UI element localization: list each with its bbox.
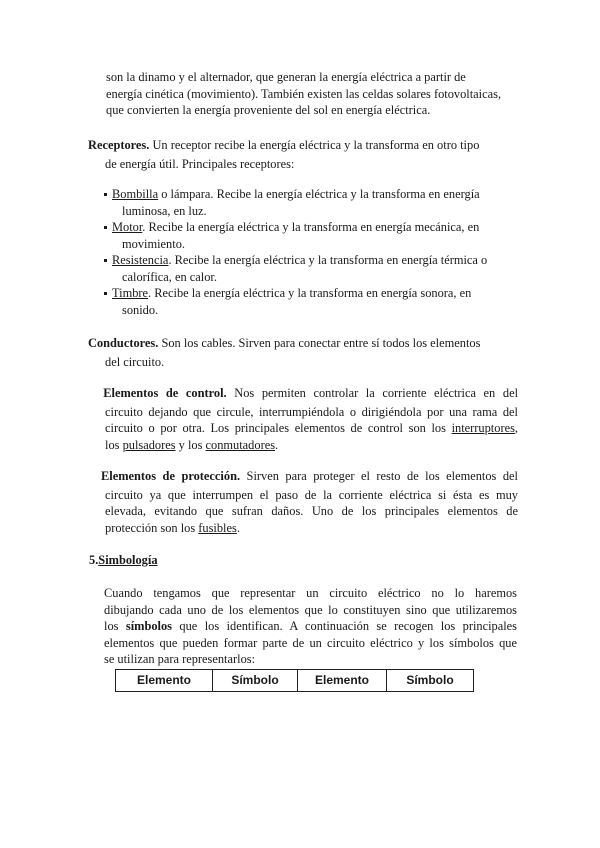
control-text-1: Nos permiten controlar la corriente eléctrica en del bbox=[226, 386, 519, 400]
proteccion-line-2: circuito ya que interrumpen el paso de la corriente eléctrica si ésta es muy bbox=[105, 487, 518, 502]
item-text: . Recibe la energía eléctrica y la transforma en energía mecánica, en bbox=[142, 220, 480, 234]
conductores-line-1 bbox=[88, 335, 528, 354]
list-item bbox=[104, 252, 524, 285]
table-header-cell: Símbolo bbox=[213, 670, 298, 692]
list-item bbox=[104, 219, 524, 252]
term-motor: Motor bbox=[112, 220, 143, 234]
simbologia-bold-term: símbolos bbox=[125, 619, 173, 633]
control-comma: , bbox=[514, 421, 518, 435]
control-heading: Elementos de control. bbox=[103, 386, 227, 400]
intro-paragraph bbox=[106, 69, 526, 119]
proteccion-line-4 bbox=[105, 520, 518, 537]
proteccion-period: . bbox=[236, 520, 240, 535]
term-timbre: Timbre bbox=[112, 286, 149, 300]
table-header-cell: Elemento bbox=[298, 670, 387, 692]
table-header-row bbox=[116, 670, 474, 692]
receptores-line-1 bbox=[88, 137, 528, 156]
simbologia-line-5: se utilizan para representarlos: bbox=[104, 652, 256, 666]
control-text-3: circuito o por otra. Los principales elementos de control son los bbox=[105, 421, 452, 435]
proteccion-line-1 bbox=[88, 468, 518, 487]
square-bullet-icon bbox=[104, 292, 107, 295]
list-item bbox=[104, 186, 524, 219]
simbologia-paragraph bbox=[104, 585, 517, 668]
link-pulsadores: pulsadores bbox=[122, 437, 176, 452]
simbologia-text-3a: los bbox=[104, 619, 126, 633]
simbologia-text-3b: que los identifican. A continuación se recogen los principales bbox=[172, 619, 517, 633]
proteccion-heading: Elementos de protección. bbox=[101, 469, 241, 483]
control-text-4b: y los bbox=[175, 437, 206, 452]
item-text: . Recibe la energía eléctrica y la transforma en energía térmica o bbox=[168, 253, 488, 267]
item-text: . Recibe la energía eléctrica y la transforma en energía sonora, en bbox=[148, 286, 472, 300]
control-line-4 bbox=[105, 437, 518, 454]
proteccion-text-1: Sirven para proteger el resto de los elementos del bbox=[240, 469, 519, 483]
item-text-cont: luminosa, en luz. bbox=[122, 203, 207, 218]
conductores-section bbox=[88, 335, 528, 370]
section-number: 5. bbox=[89, 553, 99, 567]
table-header-cell: Elemento bbox=[116, 670, 213, 692]
list-item bbox=[104, 285, 524, 318]
simbologia-line-4: elementos que pueden formar parte de un circuito eléctrico y los símbolos que bbox=[104, 635, 517, 650]
item-text: o lámpara. Recibe la energía eléctrica y la transforma en energía bbox=[158, 187, 480, 201]
square-bullet-icon bbox=[104, 226, 107, 229]
control-period: . bbox=[275, 437, 279, 452]
receptores-list bbox=[104, 186, 524, 318]
proteccion-line-3: elevada, evitando que sufran daños. Uno de los principales elementos de bbox=[105, 504, 518, 518]
term-resistencia: Resistencia bbox=[112, 253, 169, 267]
simbologia-line-2: dibujando cada uno de los elementos que lo constituyen sino que utilizaremos bbox=[104, 602, 517, 617]
table-header-cell: Símbolo bbox=[387, 670, 474, 692]
control-line-2: circuito dejando que circule, interrumpiéndola o dirigiéndola por una rama del bbox=[105, 404, 518, 419]
item-text-cont: sonido. bbox=[122, 302, 159, 317]
control-text-4a: los bbox=[105, 437, 123, 452]
simbologia-line-1: Cuando tengamos que representar un circuito eléctrico no lo haremos bbox=[104, 586, 517, 600]
conductores-text-1: Son los cables. Sirven para conectar entre sí todos los elementos bbox=[158, 336, 481, 350]
item-text-cont: calorífica, en calor. bbox=[122, 269, 217, 284]
conductores-line-2: del circuito. bbox=[105, 354, 165, 369]
control-line-1 bbox=[88, 385, 518, 404]
intro-line-3: que convierten la energía proveniente del sol en energía eléctrica. bbox=[106, 103, 431, 117]
intro-line-2: energía cinética (movimiento). También existen las celdas solares fotovoltaicas, bbox=[106, 86, 502, 101]
square-bullet-icon bbox=[104, 259, 107, 262]
simbologia-line-3 bbox=[104, 618, 517, 635]
section-title: Simbología bbox=[98, 553, 158, 567]
control-section bbox=[88, 385, 518, 453]
section-5-heading bbox=[89, 552, 158, 569]
intro-line-1: son la dinamo y el alternador, que generan la energía eléctrica a partir de bbox=[106, 70, 466, 84]
receptores-section bbox=[88, 137, 528, 172]
conductores-heading: Conductores. bbox=[88, 336, 159, 350]
receptores-heading: Receptores. bbox=[88, 138, 150, 152]
receptores-line-2: de energía útil. Principales receptores: bbox=[105, 156, 295, 171]
symbols-table bbox=[115, 669, 474, 692]
item-text-cont: movimiento. bbox=[122, 236, 185, 251]
control-line-3 bbox=[105, 420, 518, 437]
proteccion-text-4: protección son los bbox=[105, 520, 199, 535]
term-bombilla: Bombilla bbox=[112, 187, 159, 201]
receptores-text-1: Un receptor recibe la energía eléctrica y la transforma en otro tipo bbox=[149, 138, 480, 152]
square-bullet-icon bbox=[104, 193, 107, 196]
link-interruptores: interruptores bbox=[451, 421, 515, 435]
link-fusibles: fusibles bbox=[198, 520, 237, 535]
link-conmutadores: conmutadores bbox=[205, 437, 276, 452]
proteccion-section bbox=[88, 468, 518, 536]
